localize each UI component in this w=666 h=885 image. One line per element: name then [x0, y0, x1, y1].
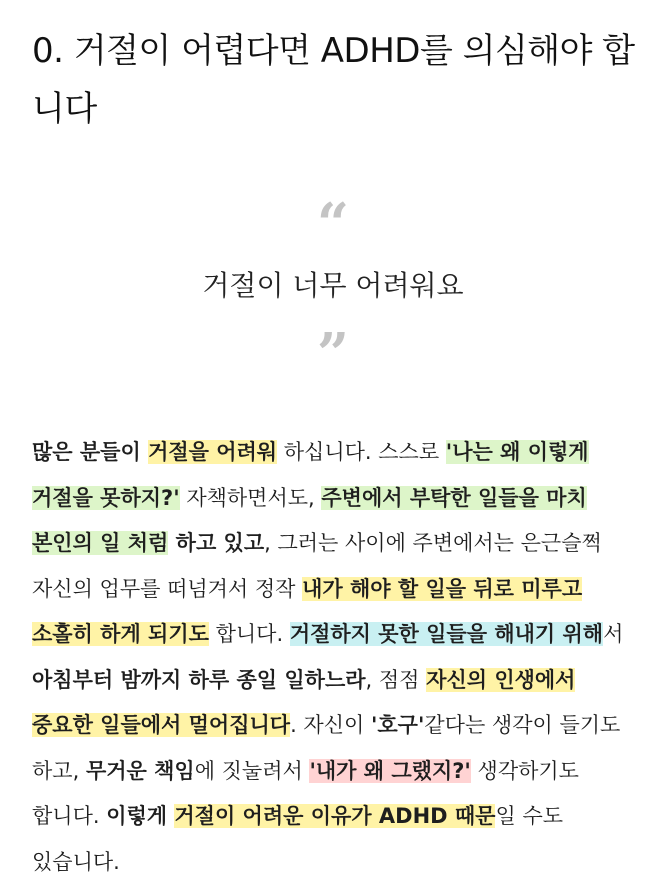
text-segment: 일 수도 있습니다.: [32, 804, 564, 874]
text-segment: , 그러는 사이에 주변에서는 은근슬쩍 자신의 업무를 떠넘겨서 정작: [32, 531, 602, 601]
text-segment: 같다는 생각이 들기도 하고,: [32, 713, 621, 783]
highlighted-phrase: 거절하지 못한 일들을 해내기 위해: [289, 622, 604, 646]
text-segment: 에 짓눌려서: [194, 758, 310, 783]
highlighted-phrase: 주변에서 부탁한 일들을 마치 본인의 일 처럼: [32, 485, 587, 555]
article-title: 0. 거절이 어렵다면 ADHD를 의심해야 합니다: [32, 31, 635, 129]
highlighted-phrase: 거절을 어려워: [148, 440, 278, 464]
article-paragraph: [32, 430, 636, 885]
text-segment: 서: [603, 622, 624, 646]
text-segment: 아침부터 밤까지 하루 종일 일하느라: [32, 667, 366, 692]
open-quote-icon: “: [316, 191, 350, 257]
pull-quote-text: 거절이 너무 어려워요: [202, 269, 464, 302]
text-segment: 무거운 책임: [85, 758, 195, 783]
close-quote-icon: ”: [316, 321, 350, 387]
highlighted-phrase: '내가 왜 그랬지?': [309, 758, 471, 783]
highlighted-phrase: 자신의 인생에서 중요한 일들에서 멀어집니다: [32, 667, 576, 737]
text-segment: 하십니다. 스스로: [277, 440, 446, 464]
text-segment: . 자신이: [290, 713, 371, 737]
text-segment: , 점점: [365, 667, 427, 692]
text-segment: 하고 있고: [168, 531, 265, 555]
text-segment: '호구': [370, 713, 425, 737]
text-segment: 이렇게: [106, 804, 175, 828]
text-segment: 많은 분들이: [32, 440, 149, 464]
highlighted-phrase: 거절이 어려운 이유가 ADHD 때문: [174, 804, 496, 828]
text-segment: 자책하면서도,: [179, 485, 322, 510]
highlighted-phrase: '나는 왜 이렇게 거절을 못하지?': [32, 440, 589, 510]
text-segment: 생각하기도 합니다.: [32, 758, 579, 828]
highlighted-phrase: 내가 해야 할 일을 뒤로 미루고 소홀히 하게 되기도: [32, 576, 583, 646]
text-segment: 합니다.: [208, 622, 290, 646]
